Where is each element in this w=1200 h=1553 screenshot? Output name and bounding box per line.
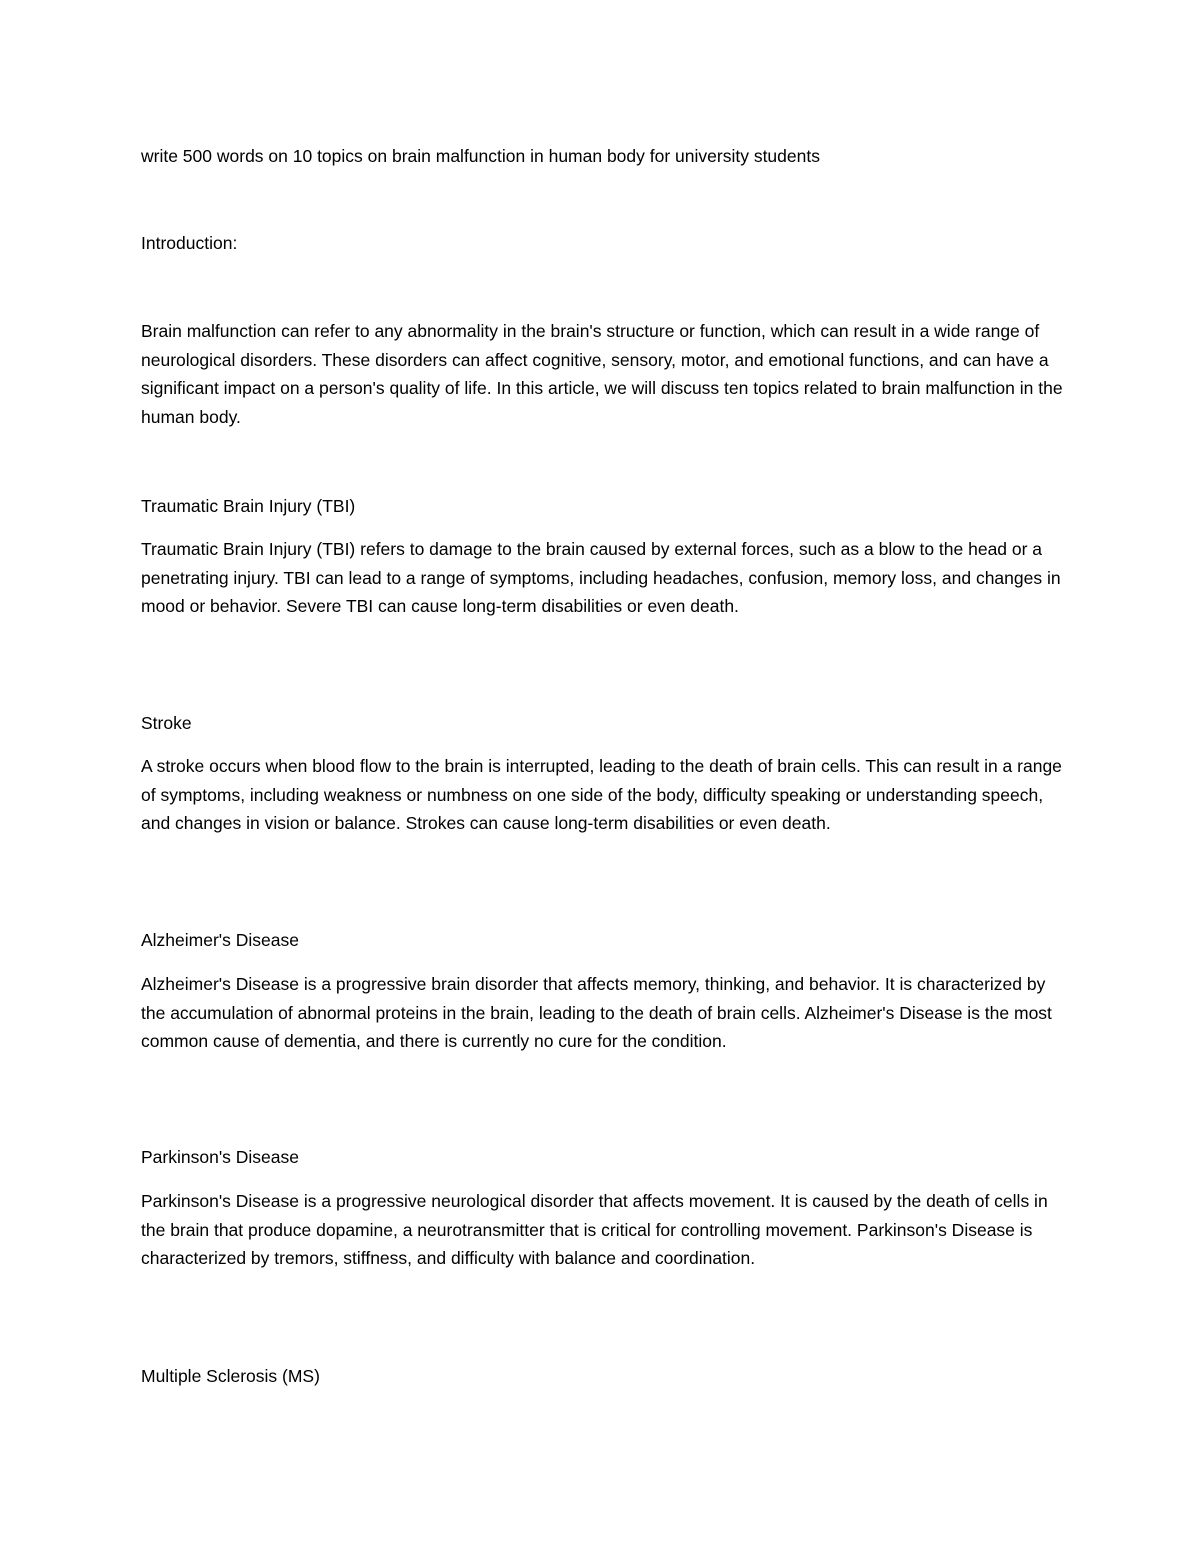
section-heading-parkinsons: Parkinson's Disease bbox=[141, 1147, 299, 1167]
section-body-tbi: Traumatic Brain Injury (TBI) refers to damage to the brain caused by external forces, such as a blow to the head or a penetrating injury. TBI can lead to a range of symptoms, including headaches, confusion, memory loss, and changes in mood or behavior. Severe TBI can cause long-term disabilities or even death. bbox=[141, 539, 1061, 617]
prompt-text: write 500 words on 10 topics on brain malfunction in human body for university students bbox=[141, 146, 820, 166]
intro-heading: Introduction: bbox=[141, 233, 238, 253]
intro-paragraph: Brain malfunction can refer to any abnormality in the brain's structure or function, which can result in a wide range of neurological disorders. These disorders can affect cognitive, sensory, motor, and emotional functions, and can have a significant impact on a person's quality of life. In this article, we will discuss ten topics related to brain malfunction in the human body. bbox=[141, 321, 1063, 428]
section-heading-stroke: Stroke bbox=[141, 713, 192, 733]
section-body-alzheimers: Alzheimer's Disease is a progressive brain disorder that affects memory, thinking, and behavior. It is characterized by the accumulation of abnormal proteins in the brain, leading to the death of brain cells. Alzheimer's Disease is the most common cause of dementia, and there is currently no cure for the condition. bbox=[141, 974, 1052, 1052]
section-heading-ms: Multiple Sclerosis (MS) bbox=[141, 1366, 320, 1386]
section-body-stroke: A stroke occurs when blood flow to the brain is interrupted, leading to the death of brain cells. This can result in a range of symptoms, including weakness or numbness on one side of the body, difficulty speaking or understanding speech, and changes in vision or balance. Strokes can cause long-term disabilities or even death. bbox=[141, 756, 1062, 834]
section-heading-tbi: Traumatic Brain Injury (TBI) bbox=[141, 496, 356, 516]
section-heading-alzheimers: Alzheimer's Disease bbox=[141, 930, 299, 950]
section-body-parkinsons: Parkinson's Disease is a progressive neurological disorder that affects movement. It is caused by the death of cells in the brain that produce dopamine, a neurotransmitter that is critical for controlling movement. Parkinson's Disease is characterized by tremors, stiffness, and difficulty with balance and coordination. bbox=[141, 1191, 1048, 1269]
